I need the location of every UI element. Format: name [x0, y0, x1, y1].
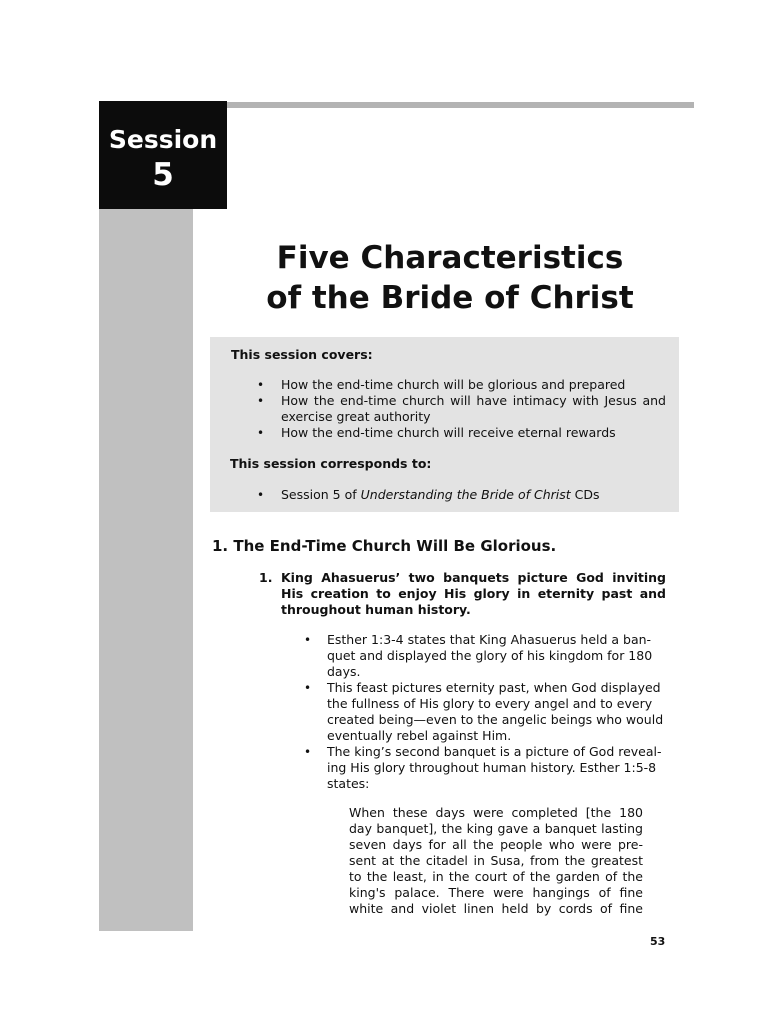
- side-bar: [99, 209, 193, 931]
- quote-line-1: When these days were completed [the 180: [349, 805, 643, 820]
- session-label: Session: [108, 125, 218, 154]
- bullet-1-line-1: Esther 1:3-4 states that King Ahasuerus held a ban-: [327, 632, 652, 647]
- cd-series-title: Understanding the Bride of Christ: [360, 487, 571, 502]
- session-number: 5: [152, 157, 174, 193]
- bullet-3-line-2: ing His glory throughout human history. Esther 1:5-8: [327, 760, 657, 775]
- subsection-line-2: His creation to enjoy His glory in eternity past and: [281, 586, 666, 601]
- bullet-icon: •: [304, 681, 312, 695]
- bullet-icon: •: [304, 633, 312, 647]
- corresponds-prefix: Session 5 of: [281, 487, 361, 502]
- quote-line-6: king's palace. There were hangings of fine: [349, 885, 643, 900]
- subsection-line-3: throughout human history.: [281, 602, 471, 617]
- quote-line-2: day banquet], the king gave a banquet lasting: [349, 821, 643, 836]
- bullet-icon: •: [257, 488, 265, 502]
- bullet-2-line-3: created being—even to the angelic beings who would: [327, 712, 664, 727]
- bullet-3-line-1: The king’s second banquet is a picture of God reveal-: [327, 744, 662, 759]
- corresponds-item: [281, 487, 666, 503]
- bullet-1-line-3: days.: [327, 664, 361, 679]
- bullet-2-line-4: eventually rebel against Him.: [327, 728, 512, 743]
- bullet-2-line-2: the fullness of His glory to every angel and to every: [327, 696, 653, 711]
- session-badge: [99, 101, 227, 209]
- corresponds-heading: This session corresponds to:: [230, 456, 432, 471]
- bullet-icon: •: [257, 394, 265, 408]
- covers-item-1: How the end-time church will be glorious and prepared: [281, 377, 626, 392]
- session-overview-box: [210, 337, 679, 512]
- quote-line-7: white and violet linen held by cords of fine: [349, 901, 643, 916]
- section-heading: 1. The End-Time Church Will Be Glorious.: [212, 537, 557, 555]
- bullet-icon: •: [257, 426, 265, 440]
- quote-line-4: sent at the citadel in Susa, from the greatest: [349, 853, 643, 868]
- bullet-icon: •: [304, 745, 312, 759]
- bullet-3-line-3: states:: [327, 776, 370, 791]
- page-title-line-2: of the Bride of Christ: [266, 280, 634, 316]
- bullet-icon: •: [257, 378, 265, 392]
- quote-line-5: to the least, in the court of the garden of the: [349, 869, 643, 884]
- bullet-1-line-2: quet and displayed the glory of his kingdom for 180: [327, 648, 653, 663]
- covers-heading: This session covers:: [231, 347, 373, 362]
- covers-item-2-line-2: exercise great authority: [281, 409, 431, 424]
- page-title-line-1: Five Characteristics: [276, 240, 624, 276]
- subsection-number: 1.: [259, 570, 273, 585]
- covers-item-3: How the end-time church will receive eternal rewards: [281, 425, 616, 440]
- corresponds-suffix: CDs: [570, 487, 600, 502]
- quote-line-3: seven days for all the people who were pre-: [349, 837, 643, 852]
- subsection-line-1: King Ahasuerus’ two banquets picture God inviting: [281, 570, 666, 585]
- top-rule: [226, 102, 694, 108]
- page-number: 53: [650, 935, 666, 948]
- bullet-2-line-1: This feast pictures eternity past, when God displayed: [327, 680, 661, 695]
- covers-item-2-line-1: How the end-time church will have intimacy with Jesus and: [281, 393, 666, 408]
